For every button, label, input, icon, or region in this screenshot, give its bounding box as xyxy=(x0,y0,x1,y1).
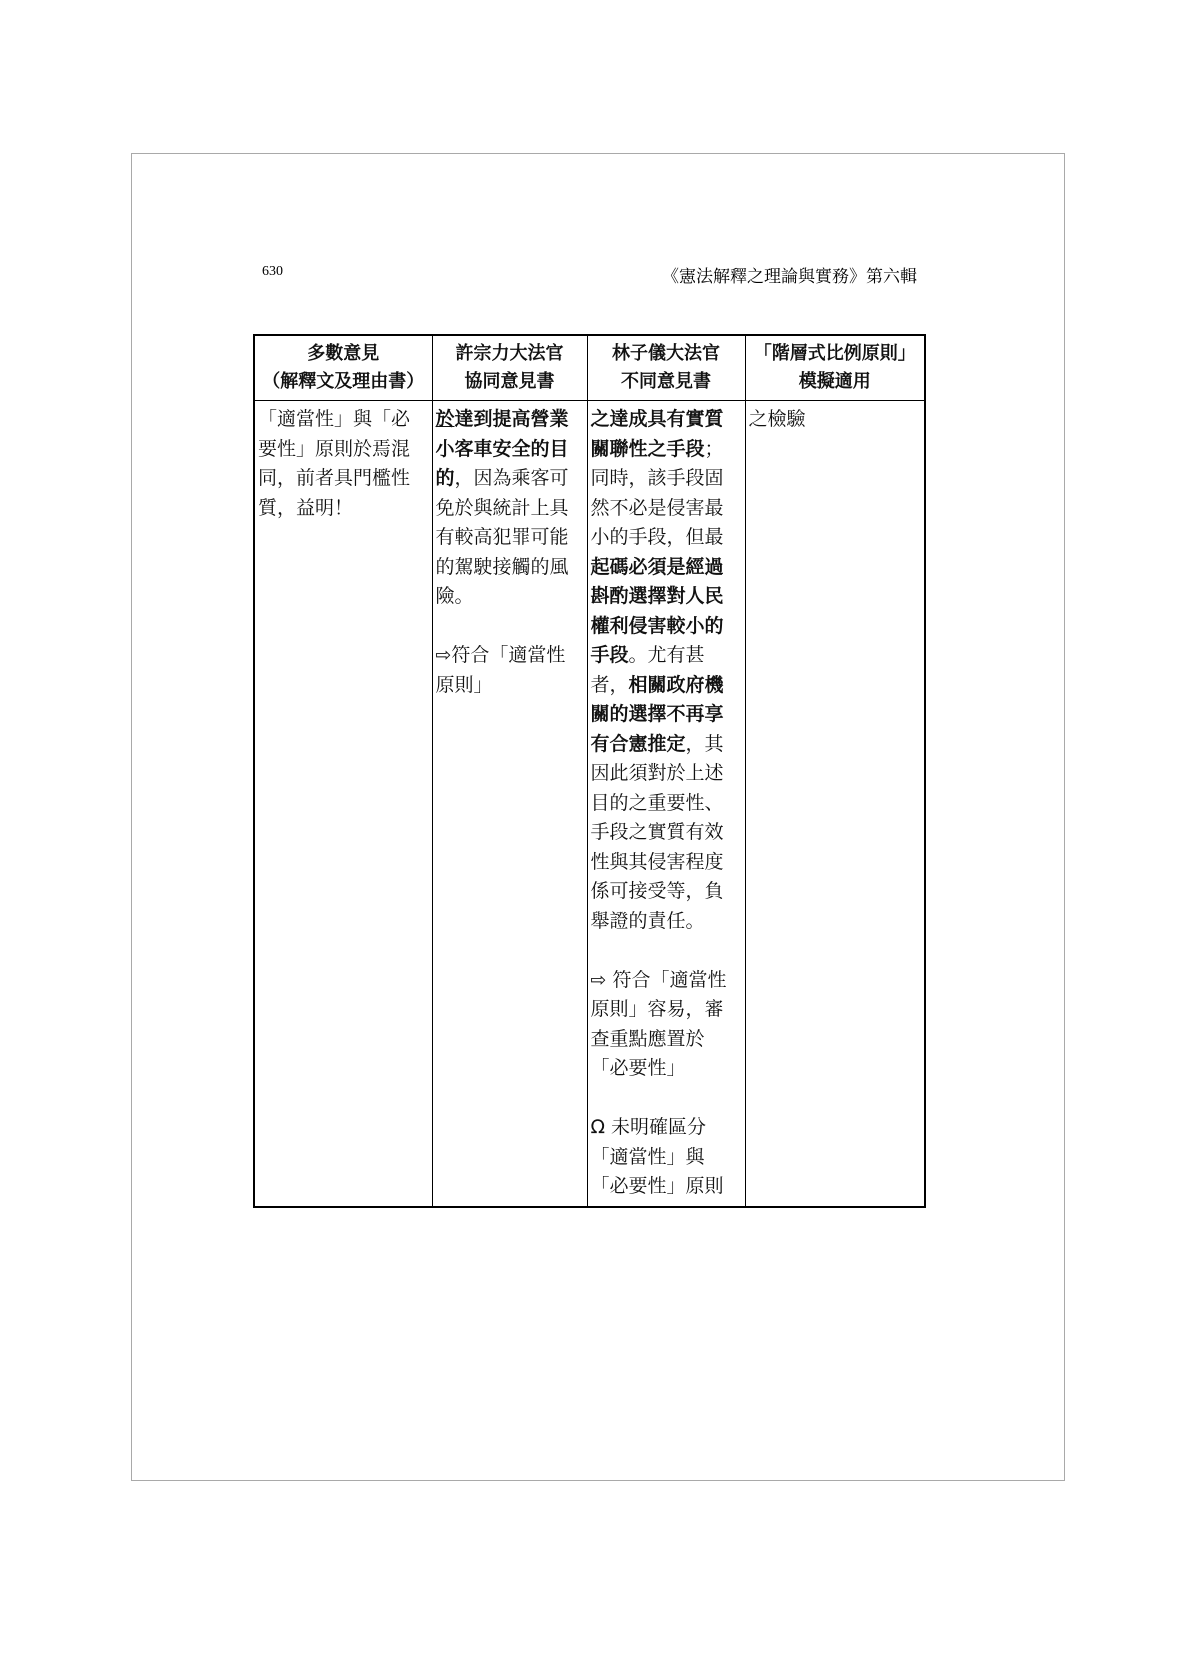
paragraph-gap xyxy=(591,1084,742,1114)
cell-dissenting-opinion xyxy=(587,401,745,1207)
dissenting-text-c: ，其因此須對於上述目的之重要性、手段之實質有效性與其侵害程度係可接受等，負舉證的責任。 xyxy=(590,732,724,932)
header-line2: 模擬適用 xyxy=(798,371,871,392)
dissenting-bold-b: 起碼必須是經過斟酌選擇對人民權利侵害較小的手段 xyxy=(590,555,724,666)
dissenting-bold-c: 相關政府機關的選擇不再享有合憲推定 xyxy=(590,673,724,755)
header-line1: 林子儀大法官 xyxy=(612,343,720,364)
dissenting-text-b: 。尤有甚者， xyxy=(590,644,705,696)
concurring-paragraph xyxy=(436,405,584,612)
table-row xyxy=(254,401,925,1207)
header-line1: 多數意見 xyxy=(307,343,380,364)
header-tiered-proportionality xyxy=(745,335,925,401)
dissenting-paragraph xyxy=(591,405,742,936)
book-title: 《憲法解釋之理論與實務》第六輯 xyxy=(662,267,917,287)
header-line2: 協同意見書 xyxy=(464,371,555,392)
header-line1: 「階層式比例原則」 xyxy=(753,343,916,364)
header-majority-opinion xyxy=(254,335,432,401)
header-concurring-opinion xyxy=(432,335,587,401)
concurring-conclusion: ⇨符合「適當性原則」 xyxy=(435,644,566,696)
concurring-underlined: 於 xyxy=(435,408,455,430)
concurring-text: ，因為乘客可免於與統計上具有較高犯罪可能的駕駛接觸的風險。 xyxy=(435,467,569,607)
dissenting-note: Ω 未明確區分「適當性」與「必要性」原則 xyxy=(590,1116,724,1197)
dissenting-bold-a: 之達成具有實質關聯性之手段 xyxy=(590,408,724,460)
cell-tiered-proportionality xyxy=(745,401,925,1207)
opinion-comparison-table xyxy=(253,334,926,1208)
table-header-row xyxy=(254,335,925,401)
majority-text: 「適當性」與「必要性」原則於焉混同，前者具門檻性質，益明！ xyxy=(258,408,411,519)
header-line1: 許宗力大法官 xyxy=(455,343,564,364)
cell-concurring-opinion xyxy=(432,401,587,1207)
concurring-bold: 達到提高營業小客車安全的目的 xyxy=(435,408,569,489)
header-line2: （解釋文及理由書） xyxy=(262,371,425,392)
header-line2: 不同意見書 xyxy=(621,371,711,392)
paragraph-gap xyxy=(591,936,742,966)
page-number: 630 xyxy=(262,264,283,279)
cell-majority-opinion xyxy=(254,401,432,1207)
header-dissenting-opinion xyxy=(587,335,745,401)
dissenting-text-a: ；同時，該手段固然不必是侵害最小的手段，但最 xyxy=(590,437,724,548)
tiered-text: 之檢驗 xyxy=(748,408,806,430)
dissenting-conclusion: ⇨ 符合「適當性原則」容易，審查重點應置於「必要性」 xyxy=(590,968,727,1079)
paragraph-gap xyxy=(436,612,584,642)
